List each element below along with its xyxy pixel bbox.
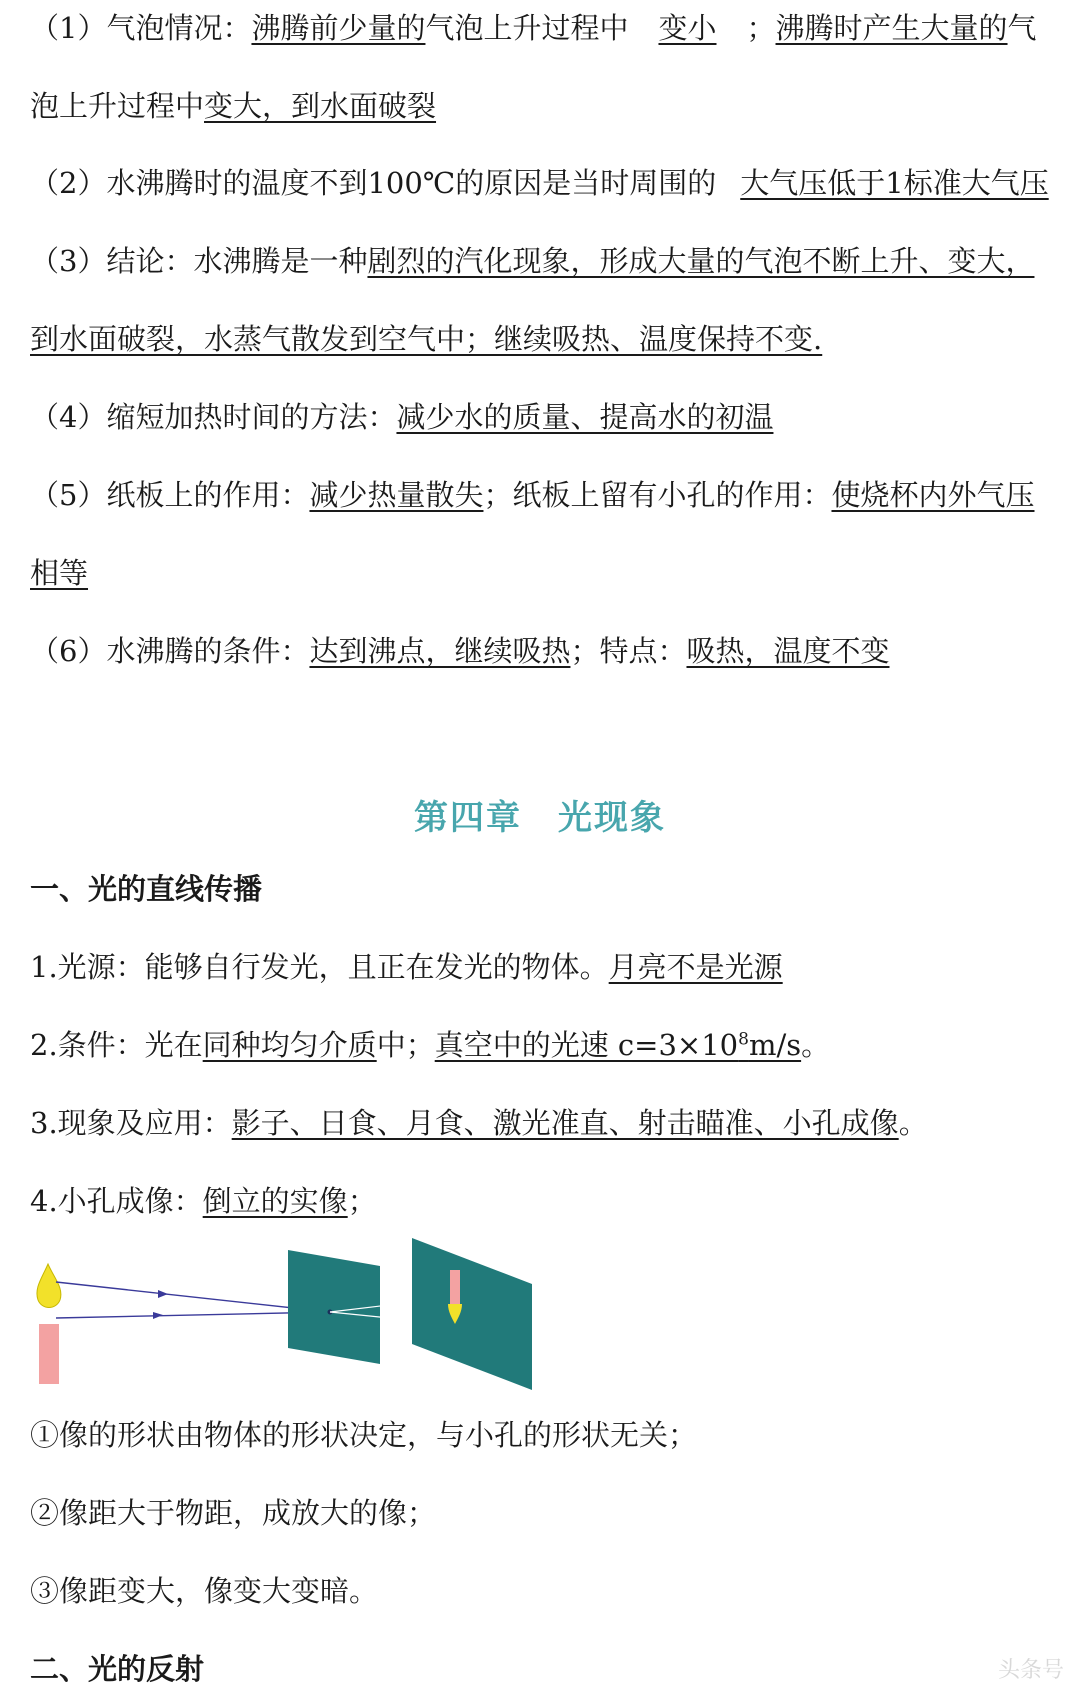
item-5-prefix: （5）纸板上的作用： bbox=[30, 478, 310, 512]
s1-note-2: ②像距大于物距，成放大的像； bbox=[30, 1496, 437, 1530]
s1-point-4 bbox=[30, 1181, 1070, 1221]
s1-p1-text: 1.光源：能够自行发光，且正在发光的物体。 bbox=[30, 950, 609, 984]
item-3-answer-a: 剧烈的汽化现象，形成大量的气泡不断上升、变大， bbox=[367, 244, 1035, 278]
candle-flame bbox=[37, 1264, 61, 1308]
item-4-answer: 减少水的质量、提高水的初温 bbox=[396, 400, 774, 434]
s1-p4-end: ； bbox=[347, 1184, 377, 1218]
item-1-line-1 bbox=[30, 8, 1070, 48]
item-1-line-2 bbox=[30, 86, 1070, 126]
item-1-prefix: （1）气泡情况： bbox=[30, 11, 252, 45]
s1-p2-end: 。 bbox=[801, 1028, 831, 1062]
s1-note-1: ①像的形状由物体的形状决定，与小孔的形状无关； bbox=[30, 1418, 698, 1452]
item-3-prefix: （3）结论：水沸腾是一种 bbox=[30, 244, 368, 278]
image-candle-body bbox=[450, 1270, 460, 1304]
item-1-blank bbox=[628, 11, 746, 45]
item-6-answer-b: 吸热，温度不变 bbox=[686, 634, 890, 668]
s1-p2-unit: m/s bbox=[748, 1028, 802, 1062]
item-2-answer bbox=[716, 166, 1048, 200]
s1-p2-answer-b bbox=[435, 1028, 801, 1062]
candle-body bbox=[39, 1324, 59, 1384]
item-1-answer-b: 沸腾时产生大量的 bbox=[775, 11, 1008, 45]
item-1-text: 气泡上升过程中 bbox=[425, 11, 629, 45]
s1-p1-answer: 月亮不是光源 bbox=[608, 950, 783, 984]
watermark: 头条号 bbox=[997, 1658, 1064, 1683]
item-3-line-1 bbox=[30, 241, 1070, 281]
item-5-answer-a: 减少热量散失 bbox=[309, 478, 484, 512]
item-1-answer-a: 沸腾前少量的 bbox=[251, 11, 426, 45]
ray-arrow-top bbox=[158, 1290, 168, 1298]
item-1b-answer bbox=[204, 89, 464, 123]
s1-p3-end: 。 bbox=[898, 1106, 928, 1140]
item-5-line-1 bbox=[30, 475, 1070, 515]
item-4-line bbox=[30, 397, 1070, 437]
item-6-line bbox=[30, 631, 1070, 671]
item-1-blank-answer: 变小 bbox=[658, 11, 717, 45]
item-2-answer-text: 大气压低于1标准大气压 bbox=[740, 166, 1049, 200]
item-5-answer-c: 相等 bbox=[30, 556, 89, 590]
item-1-tail: 气 bbox=[1007, 11, 1037, 45]
item-1b-answer-text: 变大，到水面破裂 bbox=[204, 89, 437, 123]
pinhole-board bbox=[288, 1250, 380, 1364]
s1-p2-text: 2.条件：光在 bbox=[30, 1028, 203, 1062]
item-3-answer-b: 到水面破裂，水蒸气散发到空气中；继续吸热、温度保持不变. bbox=[30, 322, 823, 356]
image-screen bbox=[412, 1238, 532, 1390]
s1-point-3 bbox=[30, 1103, 1070, 1143]
item-2-line bbox=[30, 163, 1070, 203]
item-5-text: ；纸板上留有小孔的作用： bbox=[483, 478, 832, 512]
item-1b-text: 泡上升过程中 bbox=[30, 89, 205, 123]
s1-note-3: ③像距变大，像变大变暗。 bbox=[30, 1574, 379, 1608]
s1-p3-answer: 影子、日食、月食、激光准直、射击瞄准、小孔成像 bbox=[231, 1106, 899, 1140]
item-2-prefix: （2）水沸腾时的温度不到100℃的原因是当时周围的 bbox=[30, 166, 717, 200]
section-1-heading: 一、光的直线传播 bbox=[30, 872, 263, 906]
item-6-text: ；特点： bbox=[570, 634, 687, 668]
pinhole-diagram bbox=[28, 1238, 558, 1398]
s1-p2-mid: 中； bbox=[376, 1028, 435, 1062]
item-5-line-2 bbox=[30, 553, 1070, 593]
s1-p4-text: 4.小孔成像： bbox=[30, 1184, 203, 1218]
item-4-prefix: （4）缩短加热时间的方法： bbox=[30, 400, 397, 434]
item-6-answer-a: 达到沸点，继续吸热 bbox=[309, 634, 571, 668]
s1-p2-answer-a: 同种均匀介质 bbox=[202, 1028, 377, 1062]
s1-p2-exponent: 8 bbox=[738, 1029, 749, 1050]
ray-arrow-bottom bbox=[153, 1312, 163, 1319]
chapter-title: 第四章 光现象 bbox=[414, 798, 666, 838]
s1-p3-text: 3.现象及应用： bbox=[30, 1106, 232, 1140]
item-6-prefix: （6）水沸腾的条件： bbox=[30, 634, 310, 668]
s1-p2-speed: 真空中的光速 c=3×10 bbox=[434, 1028, 739, 1062]
item-5-answer-b: 使烧杯内外气压 bbox=[831, 478, 1035, 512]
section-2-heading: 二、光的反射 bbox=[30, 1652, 205, 1686]
s1-point-2 bbox=[30, 1025, 1070, 1065]
s1-p4-answer: 倒立的实像 bbox=[202, 1184, 348, 1218]
item-3-line-2 bbox=[30, 319, 1070, 359]
s1-point-1 bbox=[30, 947, 1070, 987]
item-1-semicolon: ； bbox=[746, 11, 776, 45]
